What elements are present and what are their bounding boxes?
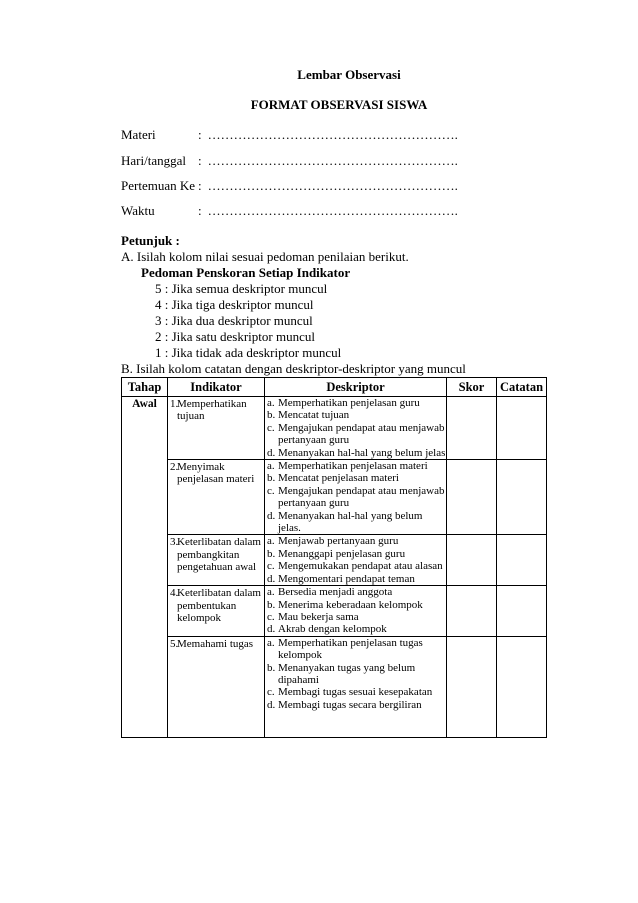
deskriptor-text: Mengemukakan pendapat atau alasan xyxy=(278,560,443,573)
table-row xyxy=(122,397,547,460)
deskriptor-text: Membagi tugas sesuai kesepakatan xyxy=(278,686,433,699)
deskriptor-text: Menanyakan tugas yang belum dipahami xyxy=(278,661,416,686)
deskriptor-text: Memperhatikan penjelasan materi xyxy=(278,460,428,473)
deskriptor-letter: a. xyxy=(267,397,275,409)
indikator-text: Menyimak penjelasan materi xyxy=(177,461,255,486)
indikator-cell xyxy=(168,535,265,586)
table-row xyxy=(122,535,547,586)
deskriptor-letter: d. xyxy=(267,446,276,459)
deskriptor-letter: c. xyxy=(267,421,275,434)
field-hari-tanggal xyxy=(121,153,458,169)
catatan-cell[interactable] xyxy=(497,535,547,586)
skor-cell[interactable] xyxy=(447,586,497,637)
field-label: Waktu xyxy=(121,203,155,218)
indikator-number: 1. xyxy=(170,398,179,410)
deskriptor-letter: c. xyxy=(267,686,275,699)
deskriptor-text: Mengajukan pendapat atau menjawab pertanyaan guru xyxy=(278,484,445,510)
indikator-text: Memperhatikan tujuan xyxy=(177,398,247,423)
indikator-cell xyxy=(168,586,265,637)
header-deskriptor: Deskriptor xyxy=(265,378,447,397)
table-row xyxy=(122,636,547,737)
indikator-number: 5. xyxy=(170,637,179,650)
field-blank: …………………………………………………. xyxy=(207,203,458,218)
indikator-text: Keterlibatan dalam pembentukan kelompok xyxy=(177,587,261,624)
header-tahap: Tahap xyxy=(122,378,168,397)
deskriptor-text: Menjawab pertanyaan guru xyxy=(278,535,399,548)
deskriptor-letter: d. xyxy=(267,572,276,585)
indikator-text: Memahami tugas xyxy=(177,637,254,650)
deskriptor-letter: c. xyxy=(267,484,275,497)
table-row xyxy=(122,460,547,535)
table-row xyxy=(122,586,547,637)
table-header-row xyxy=(122,378,547,397)
indikator-cell xyxy=(168,460,265,535)
skor-cell[interactable] xyxy=(447,636,497,737)
field-separator: : xyxy=(198,203,202,218)
score-5: 5 : Jika semua deskriptor muncul xyxy=(155,281,328,296)
deskriptor-letter: a. xyxy=(267,460,275,473)
score-3: 3 : Jika dua deskriptor muncul xyxy=(155,313,313,328)
field-blank: …………………………………………………. xyxy=(207,153,458,168)
deskriptor-letter: b. xyxy=(267,409,276,422)
deskriptor-text: Memperhatikan penjelasan tugas kelompok xyxy=(278,636,423,662)
header-indikator: Indikator xyxy=(168,378,265,397)
catatan-cell[interactable] xyxy=(497,397,547,460)
deskriptor-text: Menanyakan hal-hal yang belum jelas xyxy=(278,446,446,459)
field-materi xyxy=(121,127,458,143)
instruction-a: A. Isilah kolom nilai sesuai pedoman penilaian berikut. xyxy=(121,249,409,264)
skor-cell[interactable] xyxy=(447,460,497,535)
field-blank: …………………………………………………. xyxy=(207,178,458,193)
deskriptor-text: Membagi tugas secara bergiliran xyxy=(278,698,422,711)
field-separator: : xyxy=(198,127,202,142)
instructions-heading: Petunjuk : xyxy=(121,233,180,248)
deskriptor-letter: d. xyxy=(267,509,276,522)
deskriptor-cell xyxy=(265,586,447,637)
field-label: Materi xyxy=(121,127,156,142)
document-subtitle: FORMAT OBSERVASI SISWA xyxy=(250,97,428,112)
deskriptor-cell xyxy=(265,636,447,737)
field-separator: : xyxy=(198,178,202,193)
instruction-b: B. Isilah kolom catatan dengan deskriptor-deskriptor yang muncul xyxy=(121,361,466,376)
score-4: 4 : Jika tiga deskriptor muncul xyxy=(155,297,314,312)
deskriptor-text: Menanggapi penjelasan guru xyxy=(278,547,406,560)
deskriptor-letter: b. xyxy=(267,472,276,485)
deskriptor-letter: a. xyxy=(267,586,275,599)
skor-cell[interactable] xyxy=(447,535,497,586)
deskriptor-text: Menanyakan hal-hal yang belum jelas. xyxy=(278,509,423,535)
deskriptor-text: Akrab dengan kelompok xyxy=(278,623,387,636)
indikator-cell xyxy=(168,636,265,737)
skor-cell[interactable] xyxy=(447,397,497,460)
deskriptor-text: Memperhatikan penjelasan guru xyxy=(278,397,420,409)
tahap-awal: Awal xyxy=(122,397,168,738)
indikator-number: 4. xyxy=(170,587,179,600)
deskriptor-letter: d. xyxy=(267,698,276,711)
catatan-cell[interactable] xyxy=(497,586,547,637)
observation-table xyxy=(121,377,547,738)
deskriptor-letter: a. xyxy=(267,535,275,548)
field-waktu xyxy=(121,203,458,219)
document-title: Lembar Observasi xyxy=(297,67,401,82)
score-1: 1 : Jika tidak ada deskriptor muncul xyxy=(155,345,342,360)
catatan-cell[interactable] xyxy=(497,636,547,737)
deskriptor-letter: b. xyxy=(267,661,276,674)
deskriptor-text: Mengajukan pendapat atau menjawab pertanyaan guru xyxy=(278,421,445,447)
field-label: Hari/tanggal xyxy=(121,153,186,168)
indikator-text: Keterlibatan dalam pembangkitan pengetahuan awal xyxy=(177,536,261,574)
field-label: Pertemuan Ke xyxy=(121,178,196,193)
catatan-cell[interactable] xyxy=(497,460,547,535)
indikator-cell xyxy=(168,397,265,460)
deskriptor-letter: b. xyxy=(267,598,276,611)
score-2: 2 : Jika satu deskriptor muncul xyxy=(155,329,315,344)
deskriptor-letter: a. xyxy=(267,636,275,649)
indikator-number: 2. xyxy=(170,461,179,474)
deskriptor-letter: b. xyxy=(267,547,276,560)
field-pertemuan-ke xyxy=(121,178,458,194)
field-separator: : xyxy=(198,153,202,168)
deskriptor-text: Mengomentari pendapat teman xyxy=(278,572,415,585)
deskriptor-text: Menerima keberadaan kelompok xyxy=(278,598,423,611)
field-blank: …………………………………………………. xyxy=(207,127,458,142)
deskriptor-cell xyxy=(265,397,447,460)
deskriptor-cell xyxy=(265,535,447,586)
deskriptor-text: Bersedia menjadi anggota xyxy=(278,586,393,599)
deskriptor-letter: c. xyxy=(267,560,275,573)
deskriptor-text: Mencatat penjelasan materi xyxy=(278,472,399,485)
indikator-number: 3. xyxy=(170,536,179,549)
header-skor: Skor xyxy=(447,378,497,397)
deskriptor-text: Mencatat tujuan xyxy=(278,409,350,422)
deskriptor-text: Mau bekerja sama xyxy=(278,610,359,623)
header-catatan: Catatan xyxy=(497,378,547,397)
scoring-guide-heading: Pedoman Penskoran Setiap Indikator xyxy=(141,265,351,280)
deskriptor-letter: d. xyxy=(267,623,276,636)
deskriptor-cell xyxy=(265,460,447,535)
deskriptor-letter: c. xyxy=(267,610,275,623)
